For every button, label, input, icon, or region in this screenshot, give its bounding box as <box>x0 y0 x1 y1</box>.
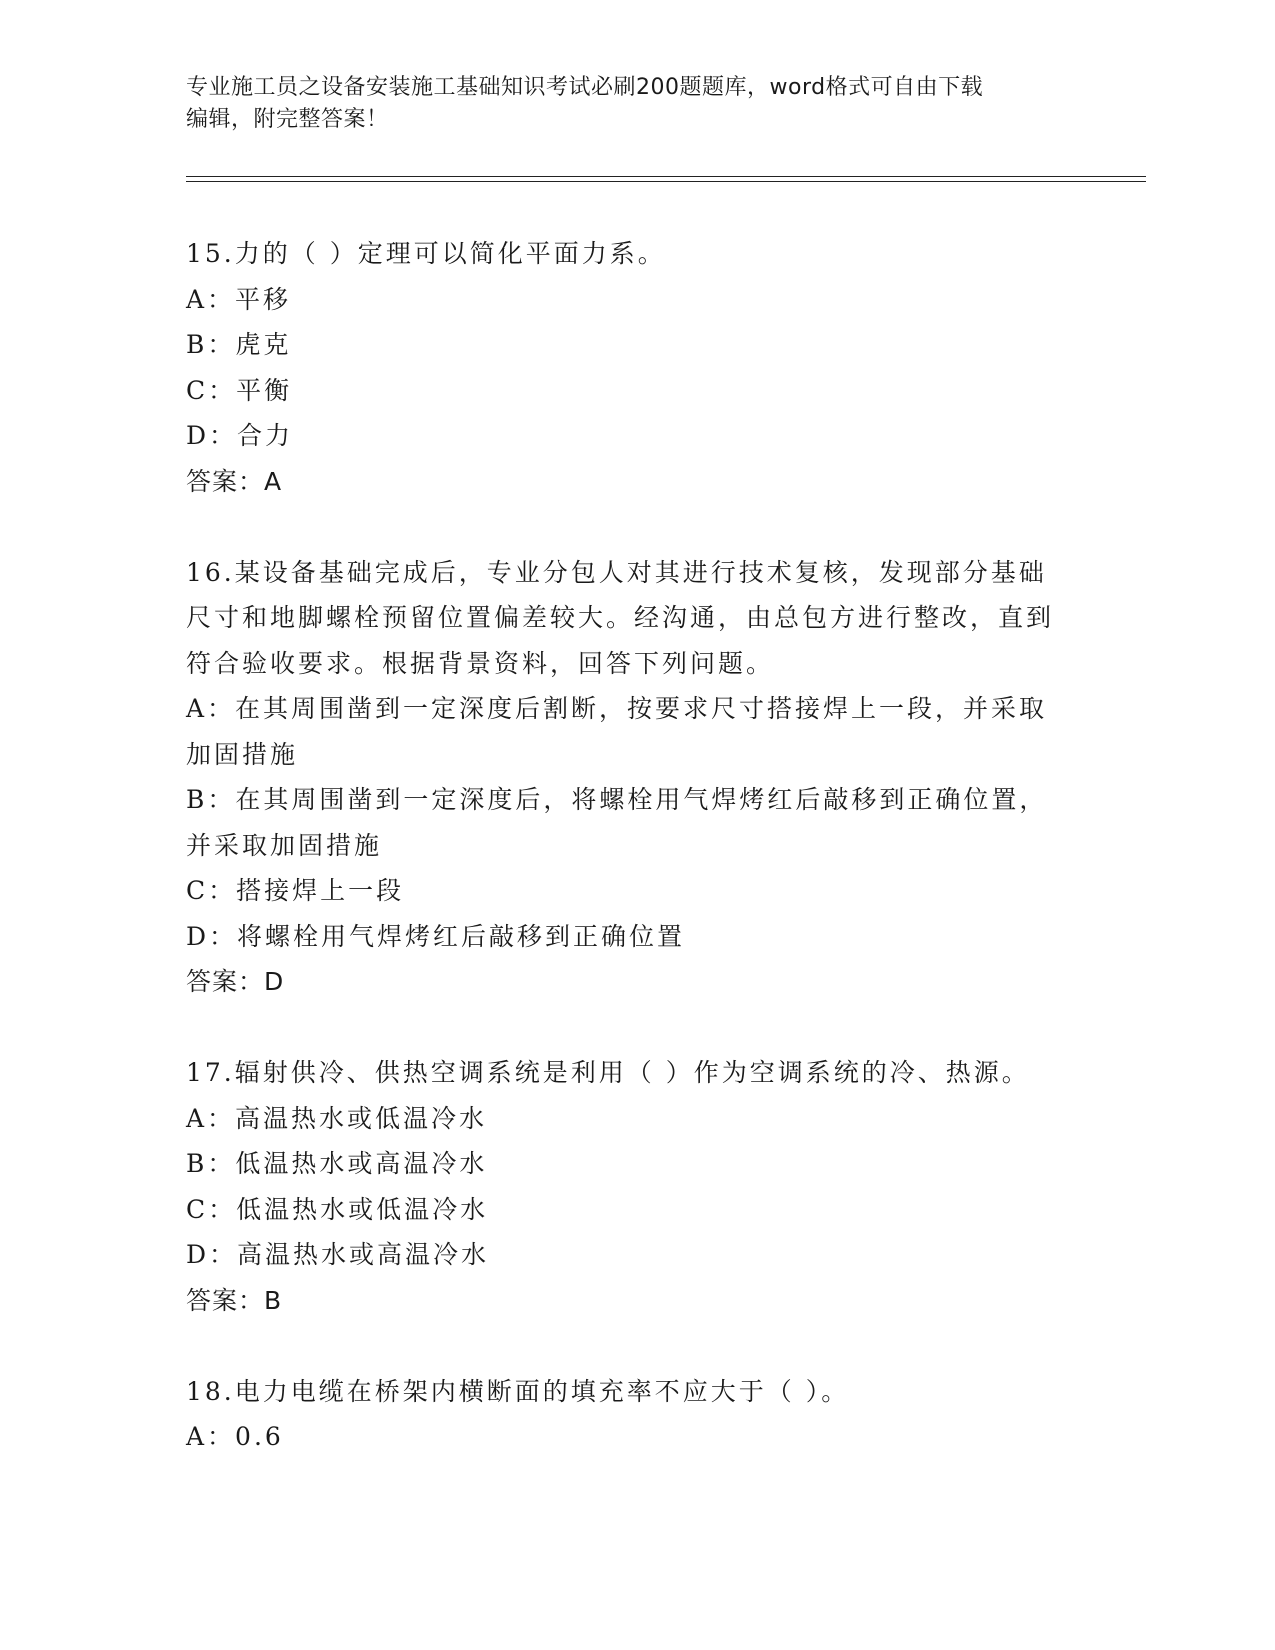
header-rule-top <box>186 176 1146 177</box>
option-a: A：高温热水或低温冷水 <box>186 1103 488 1133</box>
option-a: A：平移 <box>186 284 292 314</box>
answer-line: 答案：A <box>186 466 283 496</box>
option-c: C：搭接焊上一段 <box>186 876 405 905</box>
option-b: B：在其周围凿到一定深度后，将螺栓用气焊烤红后敲移到正确位置，并采取加固措施 <box>186 785 1048 860</box>
option-d: D：将螺栓用气焊烤红后敲移到正确位置 <box>186 921 686 951</box>
question-15 <box>186 231 1066 504</box>
header-rule-bottom <box>186 181 1146 182</box>
question-list <box>186 231 1066 1505</box>
answer-line: 答案：D <box>186 967 285 996</box>
option-c: C：低温热水或低温冷水 <box>186 1194 489 1224</box>
header-line-2: 编辑，附完整答案！ <box>186 107 389 132</box>
option-d: D：合力 <box>186 421 294 450</box>
option-a: A：0.6 <box>186 1422 284 1451</box>
question-stem: 15.力的（ ）定理可以简化平面力系。 <box>186 239 666 268</box>
option-d: D：高温热水或高温冷水 <box>186 1240 490 1269</box>
question-stem: 18.电力电缆在桥架内横断面的填充率不应大于（ ）。 <box>186 1376 850 1406</box>
answer-line: 答案：B <box>186 1285 283 1315</box>
question-16 <box>186 550 1066 1005</box>
question-stem: 17.辐射供冷、供热空调系统是利用（ ）作为空调系统的冷、热源。 <box>186 1058 1030 1087</box>
document-header <box>186 72 1086 136</box>
option-b: B：虎克 <box>186 330 292 359</box>
option-c: C：平衡 <box>186 375 293 405</box>
option-a: A：在其周围凿到一定深度后割断，按要求尺寸搭接焊上一段，并采取加固措施 <box>186 694 1048 769</box>
question-stem: 16.某设备基础完成后，专业分包人对其进行技术复核，发现部分基础尺寸和地脚螺栓预留位置偏差较大。经沟通，由总包方进行整改，直到符合验收要求。根据背景资料，回答下列问题。 <box>186 557 1055 678</box>
option-b: B：低温热水或高温冷水 <box>186 1149 488 1178</box>
header-line-1: 专业施工员之设备安装施工基础知识考试必刷200题题库，word格式可自由下载 <box>186 75 984 100</box>
question-18 <box>186 1369 1066 1460</box>
question-17 <box>186 1050 1066 1323</box>
